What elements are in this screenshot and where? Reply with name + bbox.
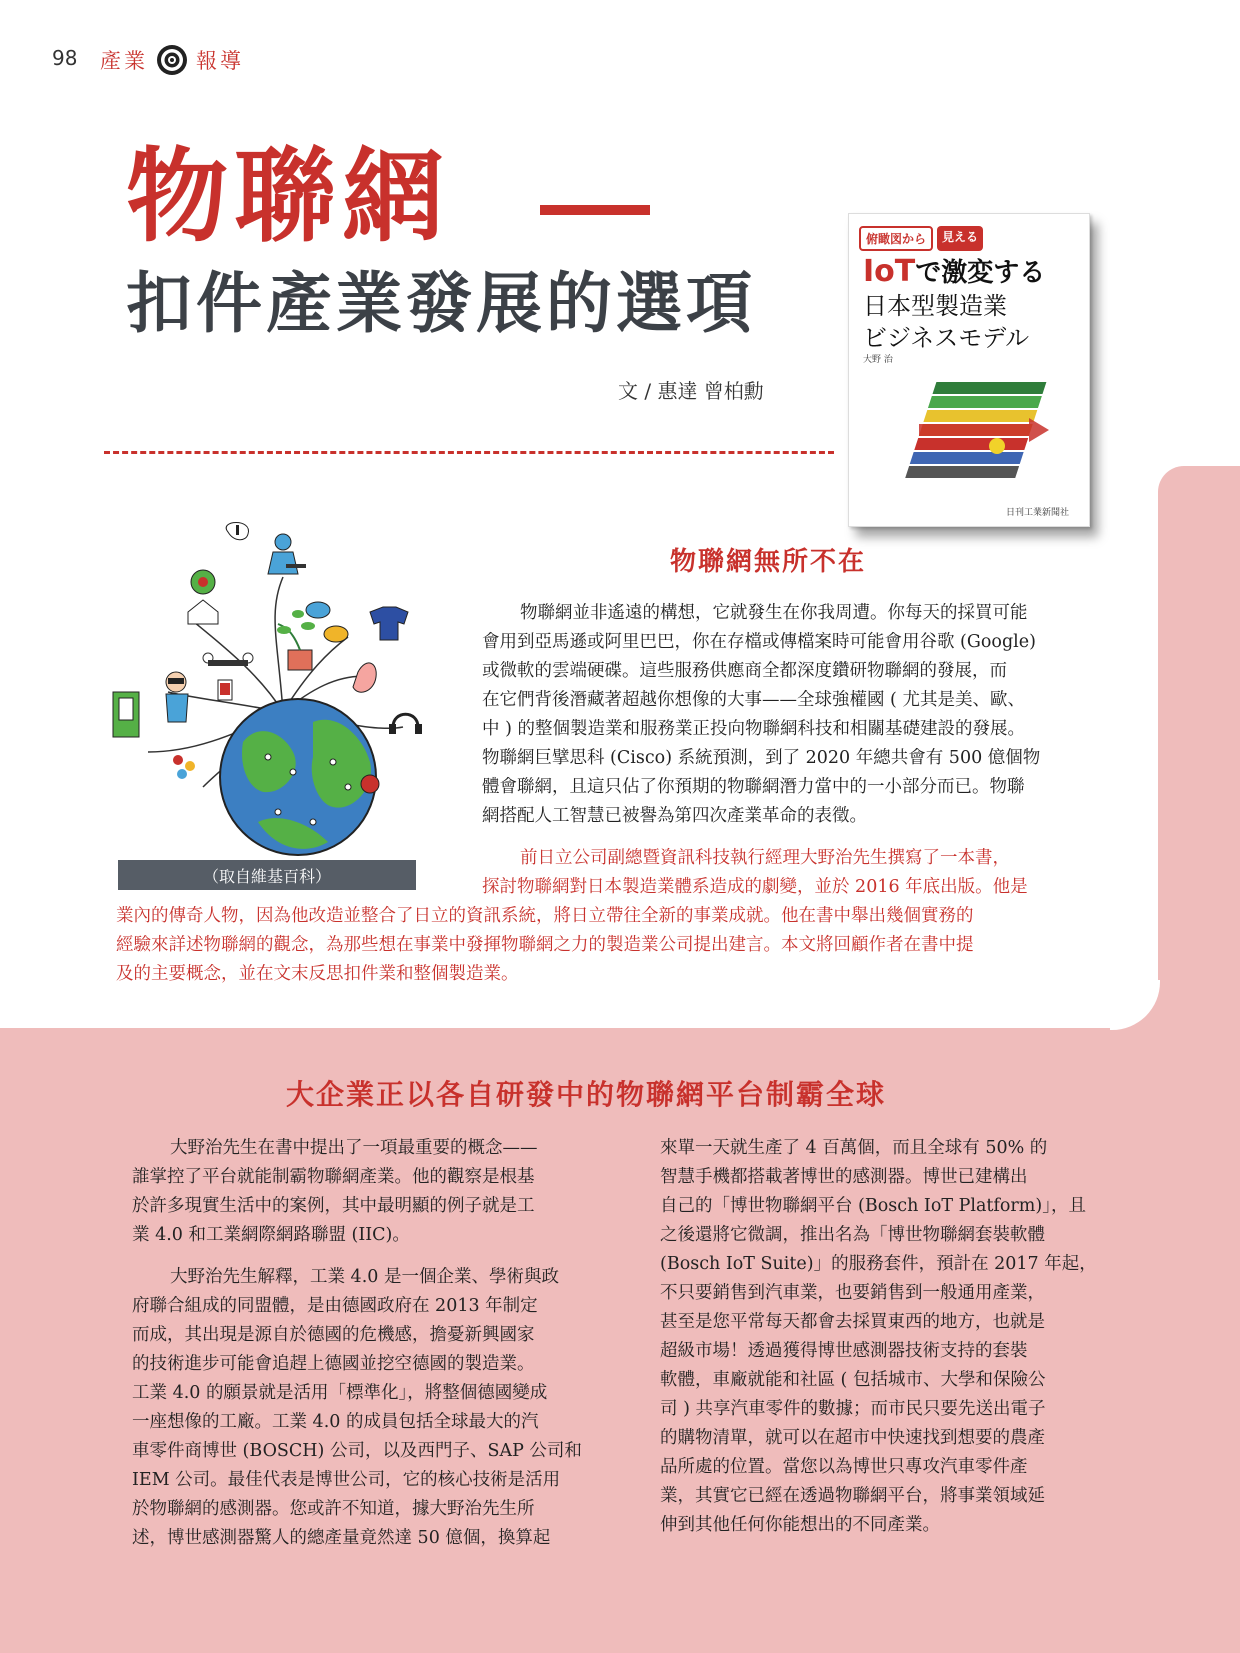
section2-right-line: 軟體，車廠就能和社區 ( 包括城市、大學和保險公	[660, 1370, 1046, 1390]
book-title-line3: ビジネスモデル	[863, 324, 1030, 352]
section2-left-line: 業 4.0 和工業網際網路聯盟 (IIC)。	[132, 1225, 410, 1245]
location-pin-icon	[191, 570, 215, 594]
title-dash	[540, 205, 650, 215]
main-title: 物聯網	[126, 137, 450, 257]
section2-right-line: 超級市場！透過獲得博世感測器技術支持的套裝	[660, 1341, 1028, 1361]
book-cover-badges	[859, 226, 983, 251]
byline: 文 / 惠達 曾柏勳	[618, 379, 764, 403]
pink-sidebar-block	[1158, 466, 1240, 1046]
book-cover-image	[848, 213, 1090, 527]
section1-para1-line: 會用到亞馬遜或阿里巴巴，你在存檔或傳檔案時可能會用谷歌 (Google)	[482, 632, 1036, 652]
section1-para1-line: 網搭配人工智慧已被譽為第四次產業革命的表徵。	[482, 806, 867, 826]
section2-right-line: 不只要銷售到汽車業，也要銷售到一般通用產業，	[660, 1283, 1045, 1303]
section2-left-line: 大野治先生解釋，工業 4.0 是一個企業、學術與政	[170, 1267, 559, 1287]
book-title-line2: 日本型製造業	[863, 292, 1007, 320]
section2-left-line: 於物聯網的感測器。您或許不知道，據大野治先生所	[132, 1499, 535, 1519]
section2-right-line: 智慧手機都搭載著博世的感測器。博世已建構出	[660, 1167, 1028, 1187]
section2-right-line: 司 ) 共享汽車零件的數據；而市民只要先送出電子	[660, 1399, 1046, 1419]
section1-para1-line: 物聯網巨擘思科 (Cisco) 系統預測，到了 2020 年總共會有 500 億個物	[482, 748, 1041, 768]
section1-para1-line: 體會聯網，且這只佔了你預期的物聯網潛力當中的一小部分而已。物聯	[482, 777, 1025, 797]
section2-left-line: 府聯合組成的同盟體，是由德國政府在 2013 年制定	[132, 1296, 538, 1316]
book-title-line1	[863, 252, 1045, 289]
headphones-icon	[389, 714, 422, 734]
shirt-icon	[370, 607, 408, 640]
book-author: 大野 治	[863, 355, 893, 365]
section-label	[100, 44, 244, 76]
iot-illustration	[108, 522, 450, 860]
person-laptop-icon	[226, 523, 306, 575]
section2-left-line: 的技術進步可能會追趕上德國並挖空德國的製造業。	[132, 1354, 535, 1374]
section2-right-line: 的購物清單，就可以在超市中快速找到想要的農產	[660, 1428, 1045, 1448]
section2-left-line: 一座想像的工廠。工業 4.0 的成員包括全球最大的汽	[132, 1412, 539, 1432]
section2-right-line: (Bosch IoT Suite)」的服務套件，預計在 2017 年起，	[660, 1254, 1097, 1274]
section2-right-line: 之後還將它微調，推出名為「博世物聯網套裝軟體	[660, 1225, 1045, 1245]
book-badge-2: 見える	[937, 226, 983, 251]
section2-heading: 大企業正以各自研發中的物聯網平台制霸全球	[286, 1078, 887, 1111]
section2-left-line: 誰掌控了平台就能制霸物聯網產業。他的觀察是根基	[132, 1167, 535, 1187]
illustration-caption: （取自維基百科）	[118, 860, 416, 890]
section2-left-line: 述，博世感測器驚人的總產量竟然達 50 億個，換算起	[132, 1528, 551, 1548]
house-icon	[188, 600, 218, 624]
target-icon	[156, 44, 188, 76]
phone-icon	[218, 680, 232, 700]
section2-right-line: 甚至是您平常每天都會去採買東西的地方，也就是	[660, 1312, 1045, 1332]
sub-title: 扣件產業發展的選項	[126, 264, 756, 342]
section1-para1-line: 中 ) 的整個製造業和服務業正投向物聯網科技和相關基礎建設的發展。	[482, 719, 1025, 739]
page-number: 98	[52, 46, 78, 70]
drone-icon	[203, 653, 253, 666]
section2-right-line: 品所處的位置。當您以為博世只專攻汽車零件產	[660, 1457, 1028, 1477]
section1-para2-line: 前日立公司副總暨資訊科技執行經理大野治先生撰寫了一本書，	[520, 848, 1010, 868]
book-diagram-icon	[879, 374, 1069, 484]
section2-right-line: 伸到其他任何你能想出的不同產業。	[660, 1515, 940, 1535]
section-label-left: 產業	[100, 49, 148, 73]
section1-para2-line: 業內的傳奇人物，因為他改造並整合了日立的資訊系統，將日立帶往全新的事業成就。他在書中舉出幾個實務的	[116, 906, 974, 926]
book-badge-1: 俯瞰図から	[859, 226, 933, 251]
section1-para2-line: 及的主要概念，並在文末反思扣件業和整個製造業。	[116, 964, 519, 984]
book-publisher: 日刊工業新聞社	[1005, 508, 1069, 518]
section1-para2-line: 探討物聯網對日本製造業體系造成的劇變，並於 2016 年底出版。他是	[482, 877, 1028, 897]
section2-left-line: 車零件商博世 (BOSCH) 公司，以及西門子、SAP 公司和	[132, 1441, 582, 1461]
section2-right-line: 業，其實它已經在透過物聯網平台，將事業領域延	[660, 1486, 1045, 1506]
section2-left-line: 於許多現實生活中的案例，其中最明顯的例子就是工	[132, 1196, 535, 1216]
section1-heading: 物聯網無所不在	[670, 547, 867, 577]
section2-left-line: 大野治先生在書中提出了一項最重要的概念——	[170, 1138, 538, 1158]
section1-para2-line: 經驗來詳述物聯網的觀念，為那些想在事業中發揮物聯網之力的製造業公司提出建言。本文將回顧作者在書中提	[116, 935, 974, 955]
plant-icon	[277, 610, 315, 670]
section-label-right: 報導	[196, 49, 244, 73]
section2-left-line: IEM 公司。最佳代表是博世公司，它的核心技術是活用	[132, 1470, 561, 1490]
section2-right-line: 來單一天就生產了 4 百萬個，而且全球有 50% 的	[660, 1138, 1048, 1158]
dashed-divider	[104, 451, 834, 454]
globe-icon	[220, 699, 379, 855]
section1-para1-line: 或微軟的雲端硬碟。這些服務供應商全都深度鑽研物聯網的發展，而	[482, 661, 1007, 681]
book-title-iot: IoT	[863, 254, 916, 289]
section2-left-line: 而成，其出現是源自於德國的危機感，擔憂新興國家	[132, 1325, 535, 1345]
section2-left-line: 工業 4.0 的願景就是活用「標準化」，將整個德國變成	[132, 1383, 548, 1403]
section1-para1-line: 物聯網並非遙遠的構想，它就發生在你我周遭。你每天的採買可能	[520, 603, 1028, 623]
book-title-line1-rest: で激変する	[915, 258, 1046, 288]
section1-para1-line: 在它們背後潛藏著超越你想像的大事——全球強權國 ( 尤其是美、歐、	[482, 690, 1025, 710]
section2-right-line: 自己的「博世物聯網平台 (Bosch IoT Platform)」，且	[660, 1196, 1086, 1216]
